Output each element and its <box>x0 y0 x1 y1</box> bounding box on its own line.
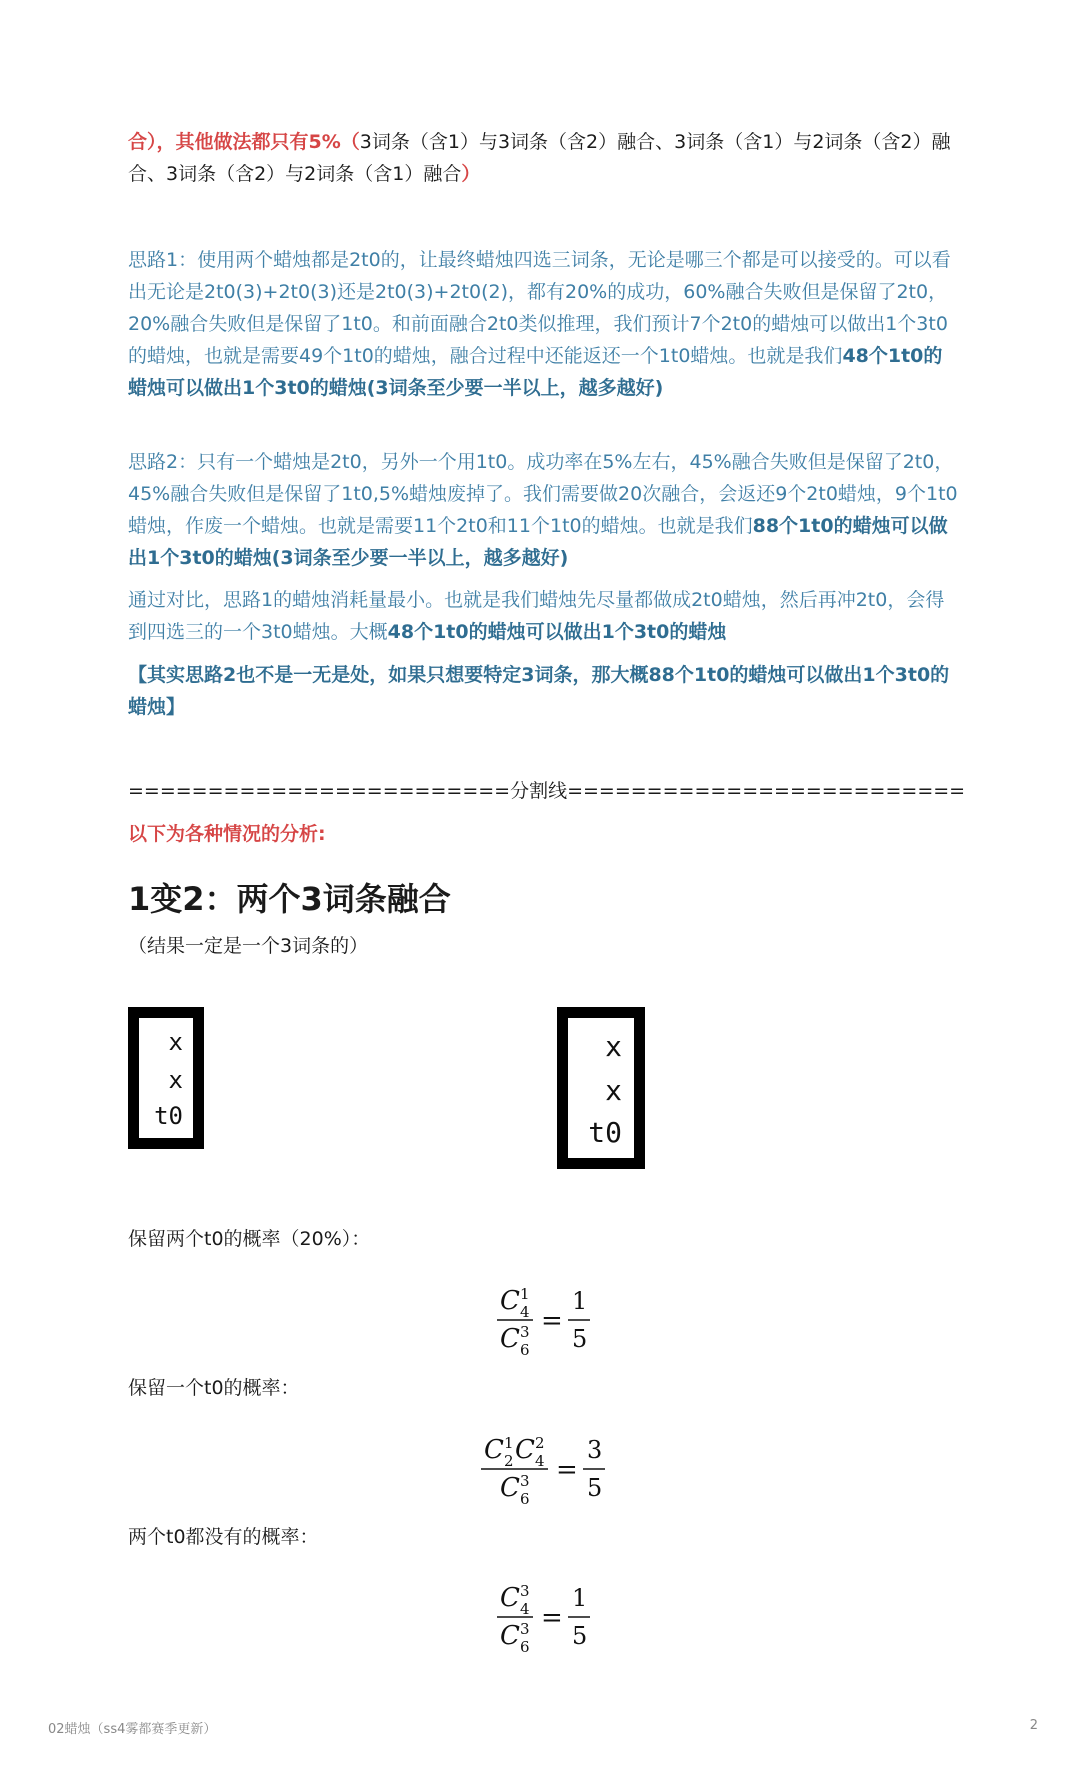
prob-label-keep-two: 保留两个t0的概率（20%）： <box>128 1228 371 1250</box>
formula-keep-none <box>0 1572 1080 1652</box>
f2-num-c2: C <box>515 1435 535 1465</box>
f1-num-sup: 1 <box>520 1285 530 1303</box>
section-heading: 1变2：两个3词条融合 <box>128 880 451 918</box>
f2-num-c1: C <box>484 1435 504 1465</box>
idea2-bold: 88个1t0的蜡烛可以做出1个3t0的蜡烛(3词条至少要一半以上，越多越好) <box>128 515 948 569</box>
f2-equals: = <box>556 1455 578 1485</box>
idea1-paragraph <box>128 244 958 404</box>
f3-num-sub: 4 <box>520 1600 530 1618</box>
idea1-text: 思路1：使用两个蜡烛都是2t0的，让最终蜡烛四选三词条，无论是哪三个都是可以接受的。可以看出无论是2t0(3)+2t0(3)还是2t0(3)+2t0(2)，都有20%的成功，60%融合失败但是保留了2t0，20%融合失败但是保留了1t0。和前面融合2t0类似推理，我们预计7个2t0的蜡烛可以做出1个3t0的蜡烛，也就是需要49个1t0的蜡烛，融合过程中还能返还一个1t0蜡烛。也就是我们 <box>128 249 951 367</box>
compare-text: 通过对比，思路1的蜡烛消耗量最小。也就是我们蜡烛先尽量都做成2t0蜡烛，然后再冲2t0，会得到四选三的一个3t0蜡烛。大概 <box>128 589 945 643</box>
f2-num-b-sub: 4 <box>535 1452 545 1470</box>
f3-num-sup: 3 <box>520 1582 530 1600</box>
aside-paragraph <box>128 659 958 723</box>
f3-num-c: C <box>500 1583 520 1613</box>
f2-den-c: C <box>500 1473 520 1503</box>
divider-line: ========================分割线========================= <box>128 780 966 802</box>
f2-res-num: 3 <box>587 1436 603 1464</box>
candle-box-right <box>557 1007 645 1169</box>
candle-box-left <box>128 1007 204 1149</box>
f3-den-sup: 3 <box>520 1620 530 1638</box>
f2-num-a-sup: 1 <box>504 1434 514 1452</box>
f1-equals: = <box>541 1306 563 1336</box>
f2-den-sub: 6 <box>520 1490 530 1504</box>
f2-num-a-sub: 2 <box>504 1452 514 1470</box>
prob-label-keep-one: 保留一个t0的概率： <box>128 1377 300 1399</box>
f1-res-den: 5 <box>572 1325 588 1353</box>
idea1-bold: 48个1t0的蜡烛可以做出1个3t0的蜡烛(3词条至少要一半以上，越多越好) <box>128 345 943 399</box>
prob-label-keep-none: 两个t0都没有的概率： <box>128 1526 319 1548</box>
intro-red-1: 合） <box>128 131 157 153</box>
analysis-title: 以下为各种情况的分析: <box>128 823 326 845</box>
section-note: （结果一定是一个3词条的） <box>128 935 369 957</box>
intro-red-3: ） <box>461 163 481 185</box>
f2-den-sup: 3 <box>520 1472 530 1490</box>
f1-den-sup: 3 <box>520 1323 530 1341</box>
f3-equals: = <box>541 1603 563 1633</box>
formula-keep-one <box>0 1424 1080 1504</box>
f1-num-c: C <box>500 1286 520 1316</box>
f3-res-num: 1 <box>572 1584 588 1612</box>
aside-close: 】 <box>166 696 186 718</box>
candle-left-row-2: x <box>168 1066 183 1094</box>
candle-left-row-1: x <box>168 1028 183 1056</box>
f3-den-sub: 6 <box>520 1638 530 1652</box>
aside-bold: 88个1t0的蜡烛可以做出1个3t0的蜡烛 <box>128 664 950 718</box>
f2-res-den: 5 <box>587 1474 603 1502</box>
idea2-text: 思路2：只有一个蜡烛是2t0，另外一个用1t0。成功率在5%左右，45%融合失败但是保留了2t0，45%融合失败但是保留了1t0,5%蜡烛废掉了。我们需要做20次融合，会返还9个2t0蜡烛，9个1t0蜡烛，作废一个蜡烛。也就是需要11个2t0和11个1t0的蜡烛。也就是我们 <box>128 451 958 537</box>
compare-paragraph <box>128 584 958 648</box>
candle-right-row-3: t0 <box>588 1116 622 1149</box>
f1-res-num: 1 <box>572 1287 588 1315</box>
footer-page-number: 2 <box>1029 1718 1038 1733</box>
f1-den-c: C <box>500 1324 520 1354</box>
idea2-paragraph <box>128 446 958 574</box>
f1-den-sub: 6 <box>520 1341 530 1355</box>
candle-right-row-2: x <box>605 1074 622 1107</box>
formula-keep-two <box>0 1275 1080 1355</box>
intro-body: 3词条（含1）与3词条（含2）融合、3词条（含1）与2词条（含2）融合、3词条（含2）与2词条（含1）融合 <box>128 131 951 185</box>
aside-open: 【其实思路2也不是一无是处，如果只想要特定3词条，那大概 <box>128 664 649 686</box>
intro-paragraph <box>128 126 958 190</box>
f1-num-sub: 4 <box>520 1303 530 1321</box>
intro-red-2: ，其他做法都只有5%（ <box>156 131 360 153</box>
f2-num-b-sup: 2 <box>535 1434 545 1452</box>
footer-doc-title: 02蜡烛（ss4雾都赛季更新） <box>48 1722 217 1737</box>
compare-bold: 48个1t0的蜡烛可以做出1个3t0的蜡烛 <box>387 621 727 643</box>
candle-left-row-3: t0 <box>154 1102 183 1130</box>
f3-res-den: 5 <box>572 1622 588 1650</box>
f3-den-c: C <box>500 1621 520 1651</box>
candle-right-row-1: x <box>605 1030 622 1063</box>
